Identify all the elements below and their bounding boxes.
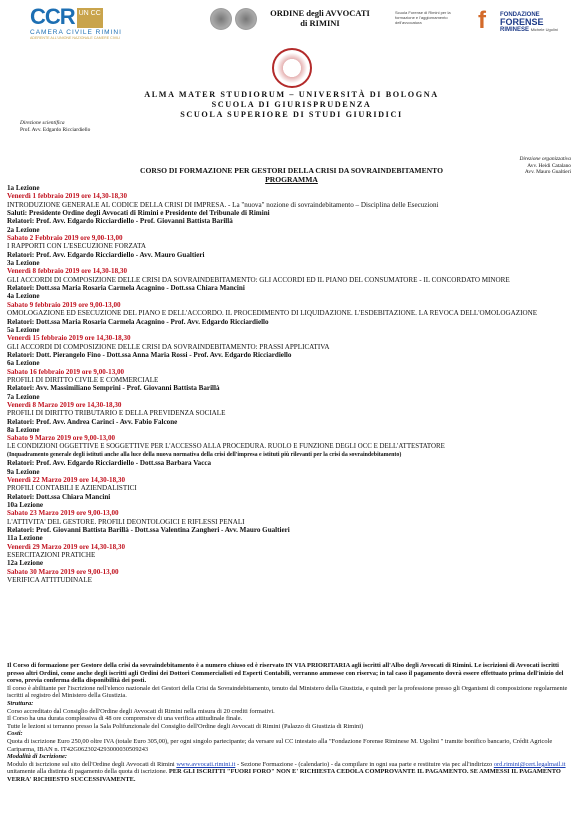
struttura-item: Corso accreditato dal Consiglio dell'Ordine degli Avvocati di Rimini nella misura di 20 crediti formativi. (7, 707, 275, 715)
lesson-topic: LE CONDIZIONI OGGETTIVE E SOGGETTIVE PER L'ACCESSO ALLA PROCEDURA. RUOLO E FUNZIONE DEGLI OCC E DELL'ATTESTATORE (7, 442, 445, 450)
lesson-number: 5a Lezione (7, 325, 40, 334)
info-paragraph: Il Corso di formazione per Gestore della crisi da sovraindebitamento è a numero chiuso ed è riservato IN VIA PRIORITARIA agli iscritti all'Albo degli Avvocati di Rimini. Le iscrizioni di Avvocati iscritti presso altri Ordini, come anche degli iscritti agli Ordini dei Dottori Commercialisti ed Esperti Contabili, verranno ammesse con riserva; in tal caso il pagamento dovrà essere effettuato prima dell'inizio del corso, previa conferma della disponibilità dei posti. (7, 662, 564, 685)
lesson-topic: PROFILI CONTABILI E AZIENDALISTICI (7, 484, 137, 493)
direzione-organizzativa-label: Direzione organizzativa (519, 156, 571, 162)
fuori-foro-note: PER GLI ISCRITTI "FUORI FORO" NON E' RICHIESTA CEDOLA COMPROVANTE IL PAGAMENTO. SE AMMESSI IL PAGAMENTO VERRA' RICHIESTO SUCCESSIVAMENTE. (7, 768, 561, 783)
struttura-label: Struttura: (7, 699, 34, 707)
ccr-name: CAMERA CIVILE RIMINI (30, 29, 122, 36)
lessons-list (7, 184, 575, 585)
ff-riminese: RIMINESE (500, 27, 530, 33)
lesson-number: 12a Lezione (7, 559, 44, 568)
lesson-date: Venerdì 22 Marzo 2019 ore 14,30-18,30 (7, 476, 126, 485)
unicc-badge: UN CC (77, 8, 103, 28)
ordine-line2: di RIMINI (300, 18, 340, 28)
modalita-label: Modalità di Iscrizione: (7, 753, 68, 761)
lesson-date: Venerdì 8 febbraio 2019 ore 14,30-18,30 (7, 267, 127, 276)
lesson-note: (Inquadramento generale degli istituti anche alla luce della nuova normativa della crisi dell'impresa e istituti più rilevanti per la crisi da sovraindebitamento) (7, 452, 402, 458)
seal-icon (210, 8, 232, 30)
lesson-topic: PROFILI DI DIRITTO CIVILE E COMMERCIALE (7, 375, 159, 384)
ordine-website-link[interactable]: www.avvocati.rimini.it (176, 760, 236, 768)
lesson-greetings: Saluti: Presidente Ordine degli Avvocati di Rimini e Presidente del Tribunale di Rimini (7, 209, 270, 218)
lesson-topic: VERIFICA ATTITUDINALE (7, 576, 92, 585)
lesson-number: 11a Lezione (7, 534, 43, 543)
lesson-date: Sabato 9 febbraio 2019 ore 9,00-13,00 (7, 300, 121, 309)
course-title (0, 166, 583, 184)
lesson-date: Sabato 30 Marzo 2019 ore 9,00-13,00 (7, 567, 119, 576)
modalita-text-a: Modulo di iscrizione sul sito dell'Ordine degli Avvocati di Rimini (7, 760, 175, 768)
lesson-number: 9a Lezione (7, 467, 40, 476)
ff-name: Michele Ugolini (530, 27, 558, 32)
ccr-logo (30, 6, 150, 46)
direzione-scientifica (20, 120, 90, 133)
lesson-topic: GLI ACCORDI DI COMPOSIZIONE DELLE CRISI DA SOVRAINDEBITAMENTO: GLI ACCORDI ED IL PIANO DEL CONSUMATORE - IL CONCORDATO MINORE (7, 275, 510, 284)
lesson-date: Venerdì 29 Marzo 2019 ore 14,30-18,30 (7, 542, 126, 551)
header (0, 6, 583, 54)
lesson-topic: ESERCITAZIONI PRATICHE (7, 551, 96, 560)
lesson-number: 10a Lezione (7, 501, 44, 510)
lesson-date: Venerdì 15 febbraio 2019 ore 14,30-18,30 (7, 334, 131, 343)
scuola-forense-caption: Scuola Forense di Rimini per la formazione e l'aggiornamento dell'avvocatura (395, 10, 451, 25)
university-line3: SCUOLA SUPERIORE DI STUDI GIURIDICI (180, 110, 403, 119)
course-info (7, 662, 575, 784)
info-paragraph: Il corso è abilitante per l'iscrizione nell'elenco nazionale dei Gestori della Crisi da Sovraindebitamento, tenuto dal Ministero della Giustizia, e quindi per la professione presso gli Organismi di composizione regolarmente iscritti al registro del Ministero della Giustizia. (7, 684, 568, 700)
lesson-date: Venerdì 8 Marzo 2019 ore 14,30-18,30 (7, 400, 122, 409)
lesson-topic: L'ATTIVITA' DEL GESTORE. PROFILI DEONTOLOGICI E RIFLESSI PENALI (7, 517, 245, 526)
costi-text: Quota di iscrizione Euro 250,00 oltre IVA (totale Euro 305,00), per ogni singolo partecipante; da versare sul CC intestato alla "Fondazione Forense Riminese M. Ugolini " tramite bonifico bancario, Crédit Agricole Cariparma, IBAN n. IT42G0623024293000030509243 (7, 737, 553, 753)
lesson-topic: I RAPPORTI CON L'ESECUZIONE FORZATA (7, 242, 147, 251)
lesson-number: 6a Lezione (7, 359, 40, 368)
ff-fondazione: FONDAZIONE (500, 12, 540, 18)
ff-mark-icon: f (478, 7, 486, 34)
lesson-topic: GLI ACCORDI DI COMPOSIZIONE DELLE CRISI DA SOVRAINDEBITAMENTO: PRASSI APPLICATIVA (7, 342, 330, 351)
lesson-number: 1a Lezione (7, 184, 40, 192)
ccr-subtitle: ADERENTE ALL'UNIONE NAZIONALE CAMERE CIVILI (30, 36, 121, 40)
lesson-date: Sabato 9 Marzo 2019 ore 9,00-13,00 (7, 434, 116, 443)
university-line2: SCUOLA DI GIURISPRUDENZA (211, 100, 372, 109)
lesson-speakers: Relatori: Prof. Avv. Edgardo Ricciardiello - Avv. Mauro Gualtieri (7, 250, 205, 259)
costi-label: Costi: (7, 730, 23, 738)
lesson-speakers: Relatori: Prof. Avv. Edgardo Ricciardiello - Prof. Giovanni Battista Barillà (7, 217, 233, 226)
modalita-text (7, 761, 575, 784)
university-heading (0, 90, 583, 120)
university-line1: ALMA MATER STUDIORUM – UNIVERSITÀ DI BOLOGNA (144, 90, 439, 99)
ordine-title (265, 8, 375, 28)
lesson-number: 8a Lezione (7, 425, 40, 434)
lesson-speakers: Relatori: Dott.ssa Chiara Mancini (7, 492, 111, 501)
struttura-item: Tutte le lezioni si terranno presso la Sala Polifunzionale del Consiglio dell'Ordine degli Avvocati di Rimini (Palazzo di Giustizia di Rimini) (7, 722, 364, 730)
lesson-number: 3a Lezione (7, 259, 40, 268)
organizer-name: Avv. Mauro Gualtieri (524, 169, 571, 175)
modalita-text-c: unitamente alla distinta di pagamento della quota di iscrizione. (7, 768, 168, 776)
lesson-topic: PROFILI DI DIRITTO TRIBUTARIO E DELLA PREVIDENZA SOCIALE (7, 409, 226, 418)
direzione-scientifica-label: Direzione scientifica (20, 120, 65, 126)
lesson-speakers: Relatori: Prof. Avv. Edgardo Ricciardiello - Dott.ssa Barbara Vacca (7, 459, 212, 468)
programma-heading: PROGRAMMA (265, 175, 318, 184)
lesson-topic: OMOLOGAZIONE ED ESECUZIONE DEL PIANO E DELL'ACCORDO. IL PROCEDIMENTO DI LIQUIDAZIONE. L'ESDEBITAZIONE. LA REVOCA DELL'OMOLOGAZIONE (7, 309, 538, 318)
lesson-speakers: Relatori: Prof. Giovanni Battista Barillà - Dott.ssa Valentina Zangheri - Avv. Mauro Gualtieri (7, 526, 290, 535)
lesson-speakers: Relatori: Dott. Pierangelo Fino - Dott.ssa Anna Maria Rossi - Prof. Avv. Edgardo Ricciardiello (7, 350, 292, 359)
lesson-number: 2a Lezione (7, 225, 40, 234)
lesson-date: Sabato 2 Febbraio 2019 ore 9,00-13,00 (7, 234, 123, 243)
lesson-date: Sabato 23 Marzo 2019 ore 9,00-13,00 (7, 509, 119, 518)
university-crest-icon (272, 48, 312, 88)
lesson-topic: INTRODUZIONE GENERALE AL CODICE DELLA CRISI DI IMPRESA. - La "nuova" nozione di sovraindebitamento – Disciplina delle Esecuzioni (7, 200, 439, 209)
lesson-number: 4a Lezione (7, 292, 40, 301)
pec-email-link[interactable]: ord.rimini@cert.legalmail.it (493, 760, 566, 768)
ordine-line1: ORDINE degli AVVOCATI (270, 8, 370, 18)
organizer-name: Avv. Heidi Catalano (527, 162, 571, 169)
seal-icon (235, 8, 257, 30)
lesson-speakers: Relatori: Dott.ssa Maria Rosaria Carmela Acagnino - Dott.ssa Chiara Mancini (7, 284, 245, 293)
lesson-date: Venerdì 1 febbraio 2019 ore 14,30-18,30 (7, 192, 127, 201)
lesson-speakers: Relatori: Avv. Massimiliano Semprini - Prof. Giovanni Battista Barillà (7, 384, 220, 393)
direzione-scientifica-name: Prof. Avv. Edgardo Ricciardiello (20, 126, 91, 133)
modalita-text-b: - Sezione Formazione - (calendario) - da compilare in ogni sua parte e restituire via pec all'indirizzo (235, 760, 493, 768)
ff-forense: FORENSE (500, 17, 544, 27)
course-title-text: CORSO DI FORMAZIONE PER GESTORI DELLA CRISI DA SOVRAINDEBITAMENTO (140, 166, 443, 175)
struttura-item: Il Corso ha una durata complessiva di 48 ore comprensive di una verifica attitudinale finale. (7, 715, 243, 723)
ccr-letters: CCR (30, 4, 75, 29)
lesson-speakers: Relatori: Dott.ssa Maria Rosaria Carmela Acagnino - Prof. Avv. Edgardo Ricciardiello (7, 317, 269, 326)
lesson-speakers: Relatori: Prof. Avv. Andrea Carinci - Avv. Fabio Falcone (7, 417, 178, 426)
lesson-number: 7a Lezione (7, 392, 40, 401)
lesson-date: Sabato 16 febbraio 2019 ore 9,00-13,00 (7, 367, 125, 376)
